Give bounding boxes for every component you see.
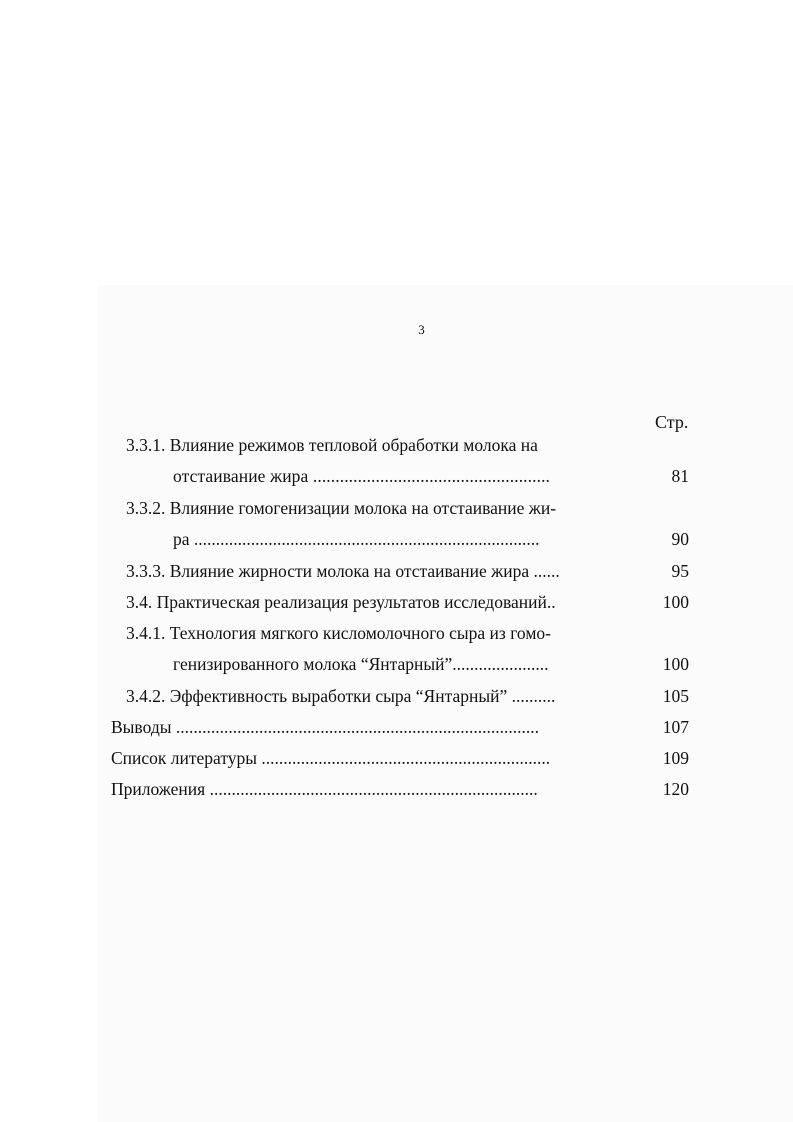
page-number: 3 — [418, 322, 425, 337]
toc-entry-3-3-2-continuation: ра ............................................................................... — [173, 529, 540, 549]
toc-entry-3-4-1-title: 3.4.1. Технология мягкого кисломолочного сыра из гомо- — [126, 623, 551, 643]
toc-entry-references-page: 109 — [662, 748, 689, 768]
toc-entry-appendices-page: 120 — [662, 779, 689, 799]
toc-entry-conclusions-title: Выводы ................................................................................... — [111, 717, 539, 737]
toc-entry-3-4-title: 3.4. Практическая реализация результатов исследований.. — [126, 592, 556, 612]
toc-entry-3-4-2-title: 3.4.2. Эффективность выработки сыра “Янтарный” .......... — [126, 686, 556, 706]
toc-entry-3-3-3-title: 3.3.3. Влияние жирности молока на отстаивание жира ...... — [126, 561, 560, 581]
toc-entry-appendices-title: Приложения ........................................................................... — [111, 779, 538, 799]
toc-entry-3-3-2-page: 90 — [671, 529, 689, 549]
toc-entry-3-3-3-page: 95 — [671, 561, 689, 581]
toc-entry-3-4-1-page: 100 — [662, 654, 689, 674]
toc-entry-3-4-2-page: 105 — [662, 686, 689, 706]
toc-entry-3-3-1-page: 81 — [671, 466, 689, 486]
pages-column-header: Стр. — [655, 412, 689, 432]
toc-entry-3-4-1-continuation: генизированного молока “Янтарный”...................... — [173, 654, 549, 674]
toc-entry-3-3-1-continuation: отстаивание жира ..................................................... — [173, 466, 551, 486]
toc-entry-references-title: Список литературы .................................................................. — [111, 748, 551, 768]
toc-entry-conclusions-page: 107 — [662, 717, 689, 737]
toc-entry-3-3-2-title: 3.3.2. Влияние гомогенизации молока на отстаивание жи- — [126, 498, 557, 518]
toc-entry-3-3-1-title: 3.3.1. Влияние режимов тепловой обработки молока на — [126, 435, 538, 455]
toc-entry-3-4-page: 100 — [662, 592, 689, 612]
